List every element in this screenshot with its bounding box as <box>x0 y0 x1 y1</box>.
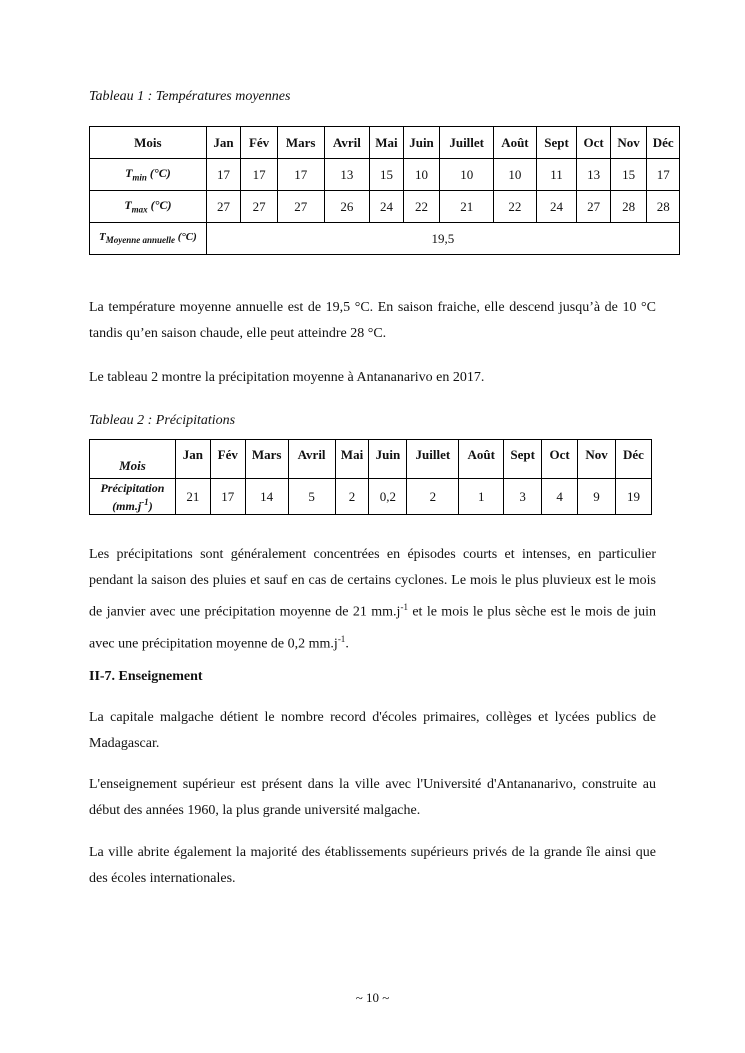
table2-header-row <box>90 440 652 479</box>
table1-month: Fév <box>241 127 278 159</box>
tmin-cell: 17 <box>277 159 324 191</box>
page-number: ~ 10 ~ <box>355 990 390 1005</box>
paragraph-table2-intro: Le tableau 2 montre la précipitation moyenne à Antananarivo en 2017. <box>89 370 485 385</box>
table2-caption: Tableau 2 : Précipitations <box>89 413 236 428</box>
table2-month: Jan <box>175 440 210 479</box>
tmin-cell: 13 <box>324 159 370 191</box>
table2-month: Juillet <box>407 440 459 479</box>
precip-cell: 1 <box>459 479 504 515</box>
tmin-cell: 15 <box>610 159 647 191</box>
table1-month: Sept <box>536 127 577 159</box>
tmax-cell: 22 <box>494 191 537 223</box>
paragraph-precipitation: Les précipitations sont généralement concentrées en épisodes courts et intenses, en particulier pendant la saison des pluies et sauf en cas de certains cyclones. Le mois le plus pluvieux est le mois de janvier avec une précipitation moyenne de 21 $mm.j^{-1}$ et le mois le plus sèche est le mois de juin avec une précipitation moyenne de 0,2 $mm.j^{-1}$. <box>89 547 657 652</box>
tmin-cell: 13 <box>577 159 611 191</box>
tmin-cell: 17 <box>647 159 680 191</box>
precip-cell: 0,2 <box>369 479 407 515</box>
table1-tmoy-row <box>90 223 680 255</box>
table1-month: Août <box>494 127 537 159</box>
table1-month: Jan <box>206 127 241 159</box>
table2-month: Déc <box>615 440 651 479</box>
tmax-cell: 26 <box>324 191 370 223</box>
tmax-cell: 28 <box>610 191 647 223</box>
table1-month: Nov <box>610 127 647 159</box>
precip-label: Précipitation $(mm.j^{-1})$ <box>90 479 176 515</box>
tmax-cell: 22 <box>403 191 440 223</box>
precip-cell: 21 <box>175 479 210 515</box>
tmin-cell: 15 <box>370 159 404 191</box>
tmin-cell: 10 <box>403 159 440 191</box>
table2-precip-row <box>90 479 652 515</box>
table1-header-label: Mois <box>90 127 207 159</box>
table1-month: Mars <box>277 127 324 159</box>
table2-month: Oct <box>542 440 578 479</box>
paragraph-temperature: La température moyenne annuelle est de 19,5 °C. En saison fraiche, elle descend jusqu’à de 10 °C tandis qu’en saison chaude, elle peut atteindre 28 °C. <box>89 300 656 341</box>
precip-cell: 2 <box>335 479 369 515</box>
tmax-label: $T_{max}$ (°C) <box>90 191 207 223</box>
tmax-cell: 24 <box>536 191 577 223</box>
table1-caption: Tableau 1 : Températures moyennes <box>89 89 291 104</box>
precip-cell: 4 <box>542 479 578 515</box>
tmin-cell: 17 <box>206 159 241 191</box>
table2-month: Avril <box>288 440 335 479</box>
table2-month: Juin <box>369 440 407 479</box>
table2-month: Nov <box>578 440 616 479</box>
table2-month: Sept <box>504 440 542 479</box>
tmin-cell: 10 <box>494 159 537 191</box>
tmax-cell: 27 <box>577 191 611 223</box>
table1-tmin-row <box>90 159 680 191</box>
precipitation-table <box>89 439 652 515</box>
tmax-cell: 21 <box>440 191 494 223</box>
table1-month: Déc <box>647 127 680 159</box>
precip-cell: 5 <box>288 479 335 515</box>
tmin-cell: 10 <box>440 159 494 191</box>
table1-month: Oct <box>577 127 611 159</box>
table2-month: Fév <box>210 440 245 479</box>
precip-cell: 3 <box>504 479 542 515</box>
tmax-cell: 27 <box>206 191 241 223</box>
tmax-cell: 28 <box>647 191 680 223</box>
temperature-table <box>89 126 680 255</box>
table2-month: Mars <box>245 440 288 479</box>
paragraph-schools: La capitale malgache détient le nombre record d'écoles primaires, collèges et lycées publics de Madagascar. <box>89 710 656 751</box>
table2-month: Mai <box>335 440 369 479</box>
paragraph-university: L'enseignement supérieur est présent dans la ville avec l'Université d'Antananarivo, construite au début des années 1960, la plus grande université malgache. <box>89 777 656 818</box>
tmin-cell: 17 <box>241 159 278 191</box>
table1-month: Avril <box>324 127 370 159</box>
tmoy-label: $T_{Moyenne annuelle}$ (°C) <box>90 223 207 255</box>
table1-month: Juillet <box>440 127 494 159</box>
precip-cell: 14 <box>245 479 288 515</box>
table1-month: Juin <box>403 127 440 159</box>
tmin-label: $T_{min}$ (°C) <box>90 159 207 191</box>
precip-cell: 9 <box>578 479 616 515</box>
tmax-cell: 27 <box>241 191 278 223</box>
precip-cell: 19 <box>615 479 651 515</box>
table1-header-row <box>90 127 680 159</box>
tmin-cell: 11 <box>536 159 577 191</box>
tmax-cell: 24 <box>370 191 404 223</box>
table2-month: Août <box>459 440 504 479</box>
section-heading: II-7. Enseignement <box>89 669 203 684</box>
table2-header-label: Mois <box>90 440 176 479</box>
tmoy-value: 19,5 <box>206 223 679 255</box>
table1-month: Mai <box>370 127 404 159</box>
table1-tmax-row <box>90 191 680 223</box>
precip-cell: 2 <box>407 479 459 515</box>
paragraph-private-schools: La ville abrite également la majorité des établissements supérieurs privés de la grande île ainsi que des écoles internationales. <box>89 845 656 886</box>
precip-cell: 17 <box>210 479 245 515</box>
tmax-cell: 27 <box>277 191 324 223</box>
